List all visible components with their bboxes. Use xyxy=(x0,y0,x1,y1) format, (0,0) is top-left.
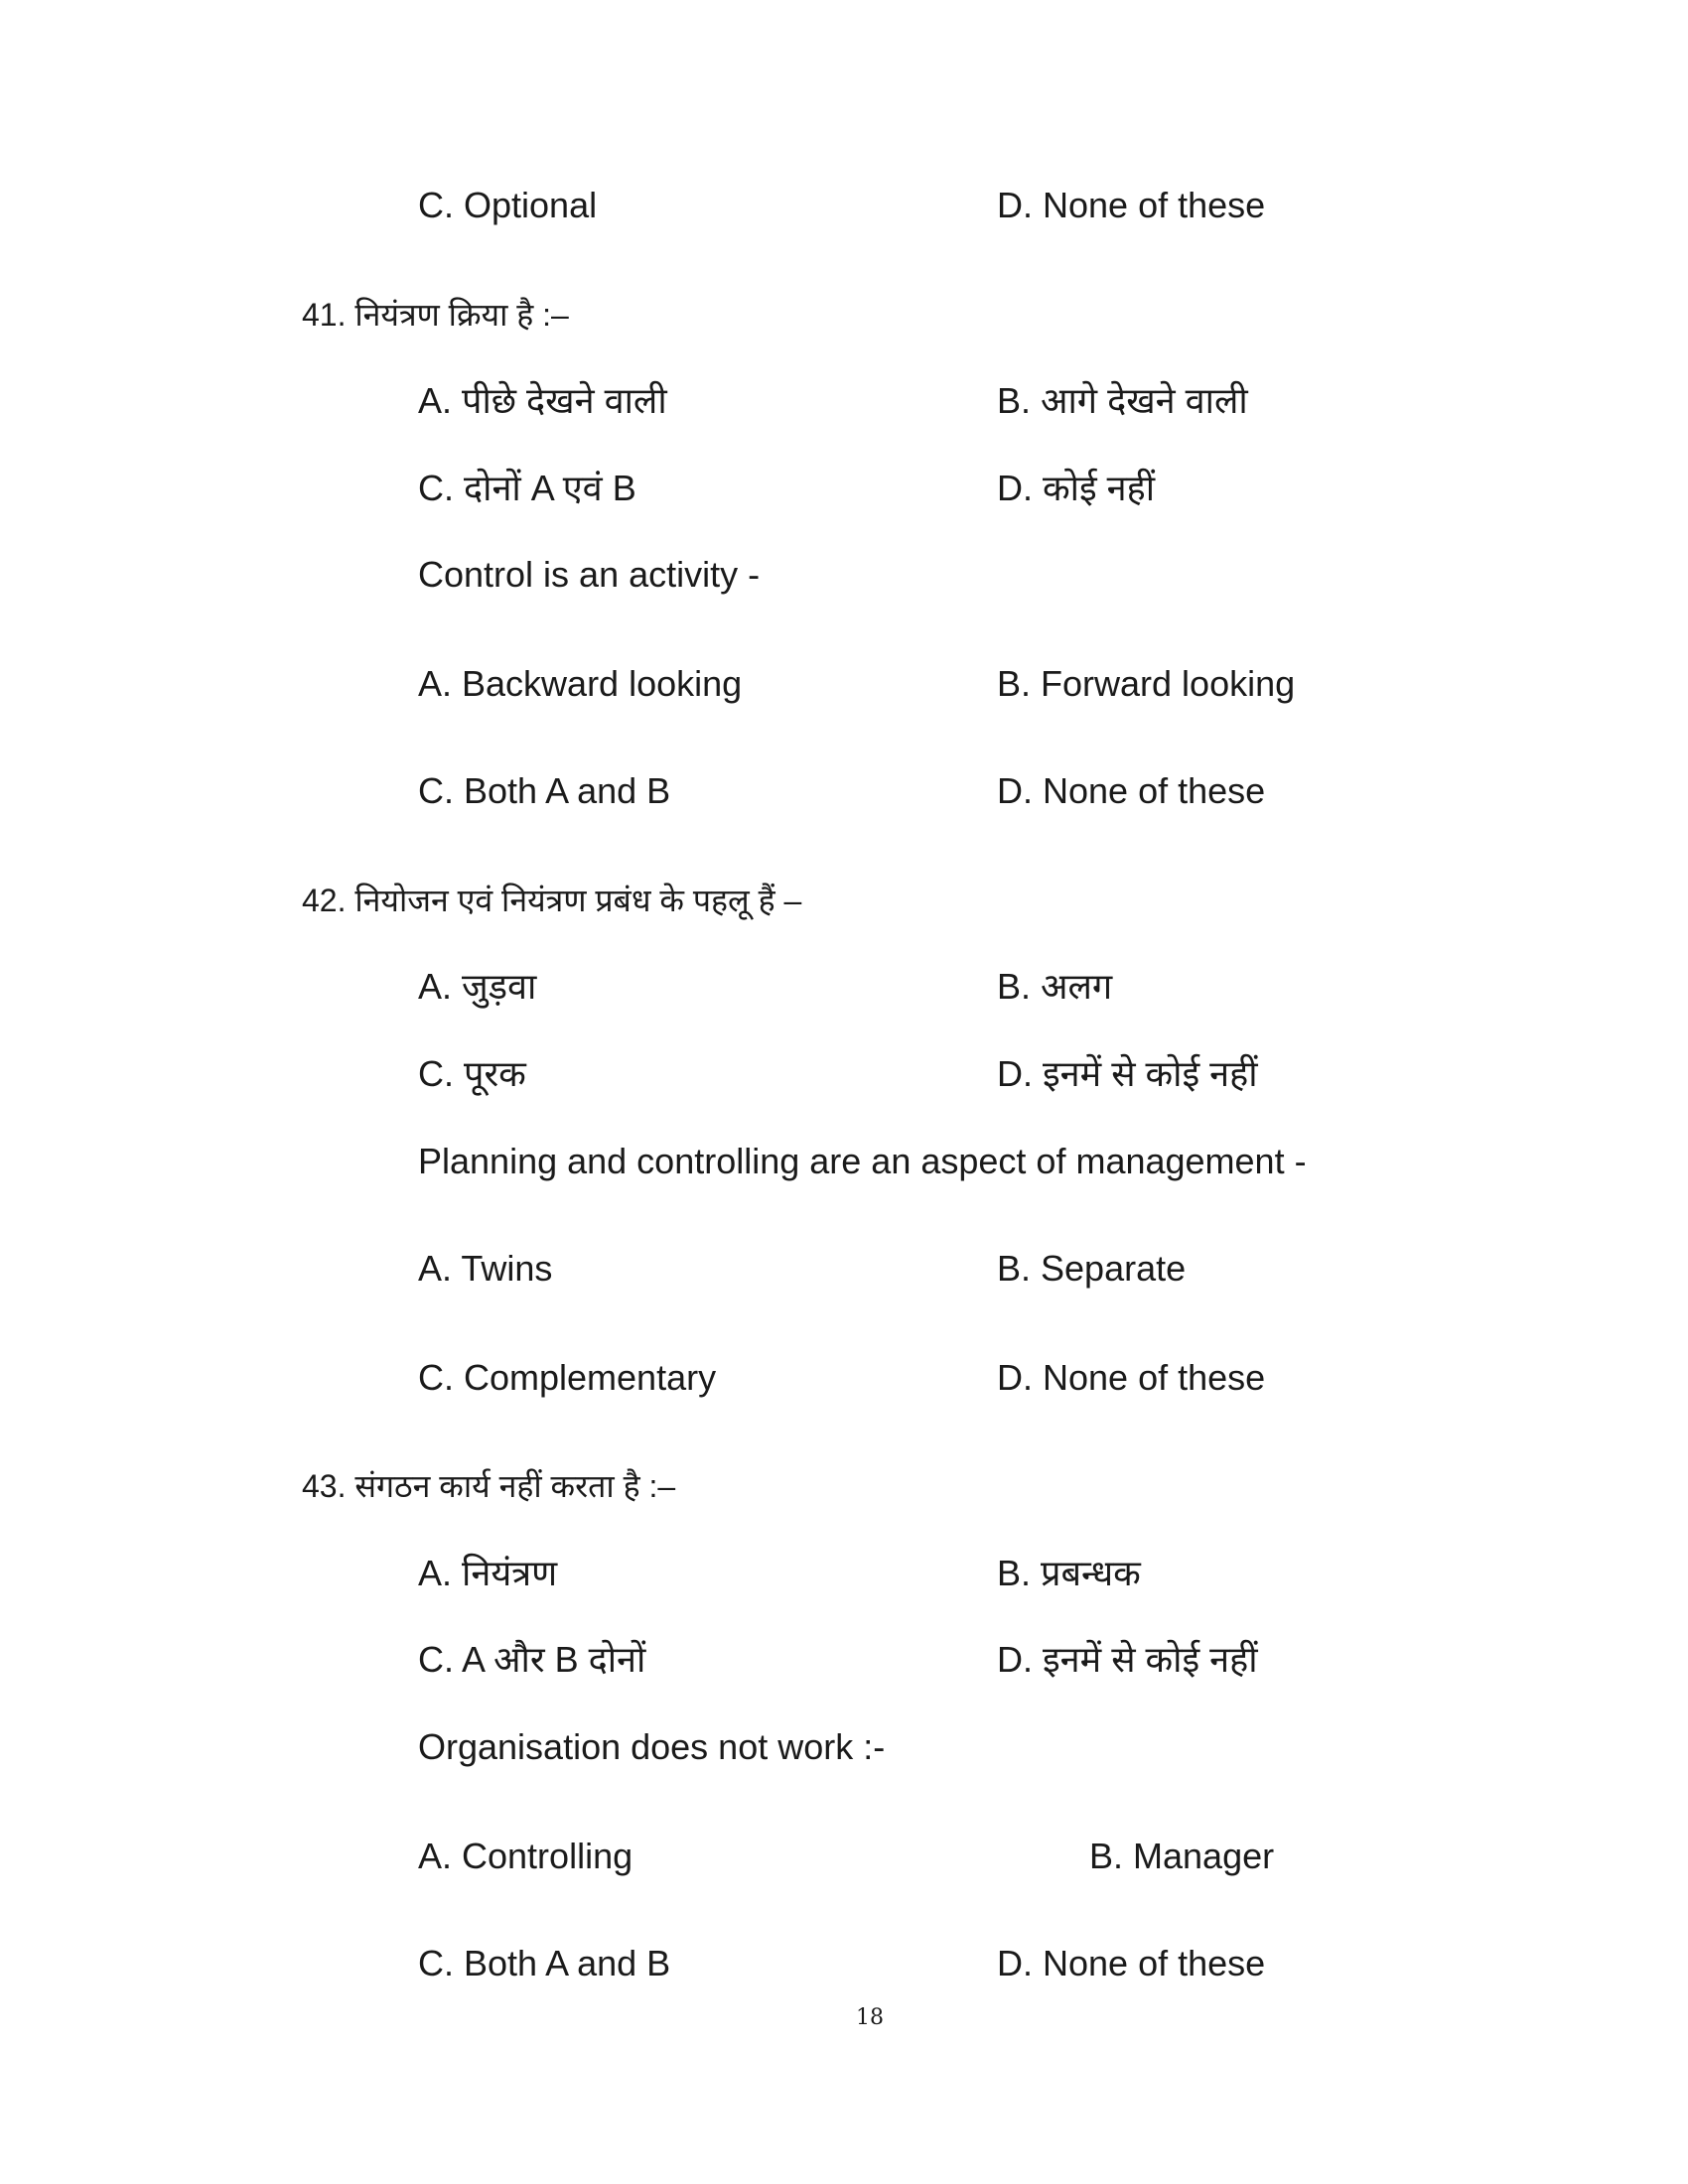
option-b: B. Forward looking xyxy=(997,663,1296,704)
option-d: D. इनमें से कोई नहीं xyxy=(997,1053,1258,1094)
option-c: C. Optional xyxy=(418,185,598,225)
option-a: A. नियंत्रण xyxy=(418,1553,558,1593)
option-c: C. दोनों A एवं B xyxy=(418,468,636,508)
question-43-english: Organisation does not work :- xyxy=(418,1726,886,1767)
option-a: A. Twins xyxy=(418,1248,553,1289)
option-a: A. Controlling xyxy=(418,1836,633,1876)
option-a: A. Backward looking xyxy=(418,663,743,704)
option-d: D. None of these xyxy=(997,185,1266,225)
option-d: D. इनमें से कोई नहीं xyxy=(997,1639,1258,1680)
option-a: A. जुड़वा xyxy=(418,966,537,1007)
option-d: D. कोई नहीं xyxy=(997,468,1156,508)
question-41-english: Control is an activity - xyxy=(418,554,761,595)
option-c: C. Both A and B xyxy=(418,770,671,811)
question-42-english: Planning and controlling are an aspect of management - xyxy=(418,1141,1307,1181)
question-43-hindi: 43. संगठन कार्य नहीं करता है :– xyxy=(302,1468,676,1504)
question-41-hindi: 41. नियंत्रण क्रिया है :– xyxy=(302,297,569,333)
option-b: B. Separate xyxy=(997,1248,1187,1289)
option-c: C. A और B दोनों xyxy=(418,1639,646,1680)
option-c: C. Both A and B xyxy=(418,1943,671,1983)
option-b: B. प्रबन्धक xyxy=(997,1553,1141,1593)
option-c: C. Complementary xyxy=(418,1357,717,1398)
option-d: D. None of these xyxy=(997,1943,1266,1983)
option-b: B. Manager xyxy=(1089,1836,1275,1876)
page-number: 18 xyxy=(856,2005,884,2030)
option-d: D. None of these xyxy=(997,770,1266,811)
option-b: B. आगे देखने वाली xyxy=(997,380,1248,421)
question-42-hindi: 42. नियोजन एवं नियंत्रण प्रबंध के पहलू हैं – xyxy=(302,883,802,918)
option-d: D. None of these xyxy=(997,1357,1266,1398)
option-a: A. पीछे देखने वाली xyxy=(418,380,667,421)
option-b: B. अलग xyxy=(997,966,1113,1007)
option-c: C. पूरक xyxy=(418,1053,526,1094)
